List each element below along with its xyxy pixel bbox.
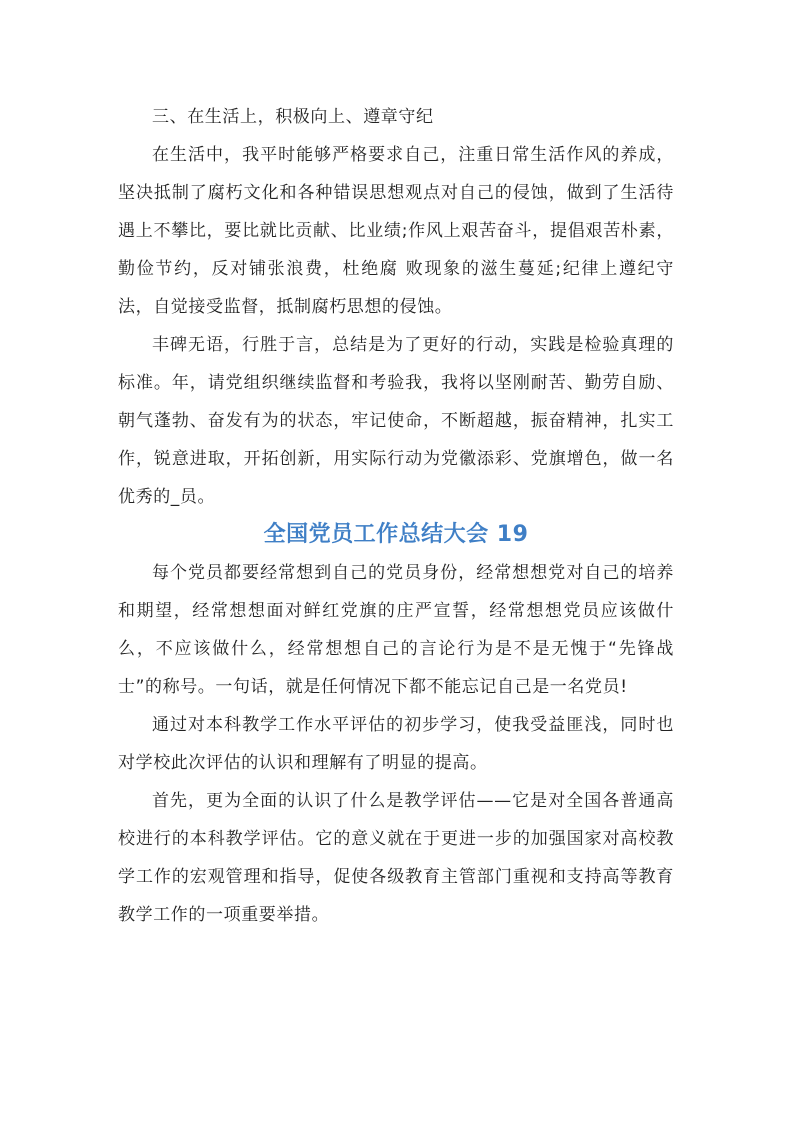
body-paragraph: 在生活中，我平时能够严格要求自己，注重日常生活作风的养成，坚决抵制了腐朽文化和各种错误思想观点对自己的侵蚀，做到了生活待遇上不攀比，要比就比贡献、比业绩;作风上艰苦奋斗，提倡艰苦朴素，勤俭节约，反对铺张浪费，杜绝腐 败现象的滋生蔓延;纪律上遵纪守法，自觉接受监督，抵制腐朽思想的侵蚀。 [118, 145, 674, 317]
body-paragraph: 通过对本科教学工作水平评估的初步学习，使我受益匪浅，同时也对学校此次评估的认识和理解有了明显的提高。 [118, 715, 674, 773]
body-paragraph: 首先，更为全面的认识了什么是教学评估——它是对全国各普通高校进行的本科教学评估。它的意义就在于更进一步的加强国家对高校教学工作的宏观管理和指导，促使各级教育主管部门重视和支持高等教育教学工作的一项重要举措。 [118, 791, 674, 925]
body-paragraph: 丰碑无语，行胜于言，总结是为了更好的行动，实践是检验真理的标准。年，请党组织继续监督和考验我，我将以坚刚耐苦、勤劳自励、朝气蓬勃、奋发有为的状态，牢记使命，不断超越，振奋精神，扎实工作，锐意进取，开拓创新，用实际行动为党徽添彩、党旗增色，做一名优秀的_员。 [118, 335, 674, 507]
section-title: 全国党员工作总结大会 19 [263, 522, 529, 547]
document-page [118, 98, 674, 934]
body-paragraph: 每个党员都要经常想到自己的党员身份，经常想想党对自己的培养和期望，经常想想面对鲜红党旗的庄严宣誓，经常想想党员应该做什么，不应该做什么，经常想想自己的言论行为是不是无愧于“先锋战士”的称号。一句话，就是任何情况下都不能忘记自己是一名党员! [118, 563, 674, 697]
life-section-subheading: 三、在生活上，积极向上、遵章守纪 [152, 107, 434, 127]
